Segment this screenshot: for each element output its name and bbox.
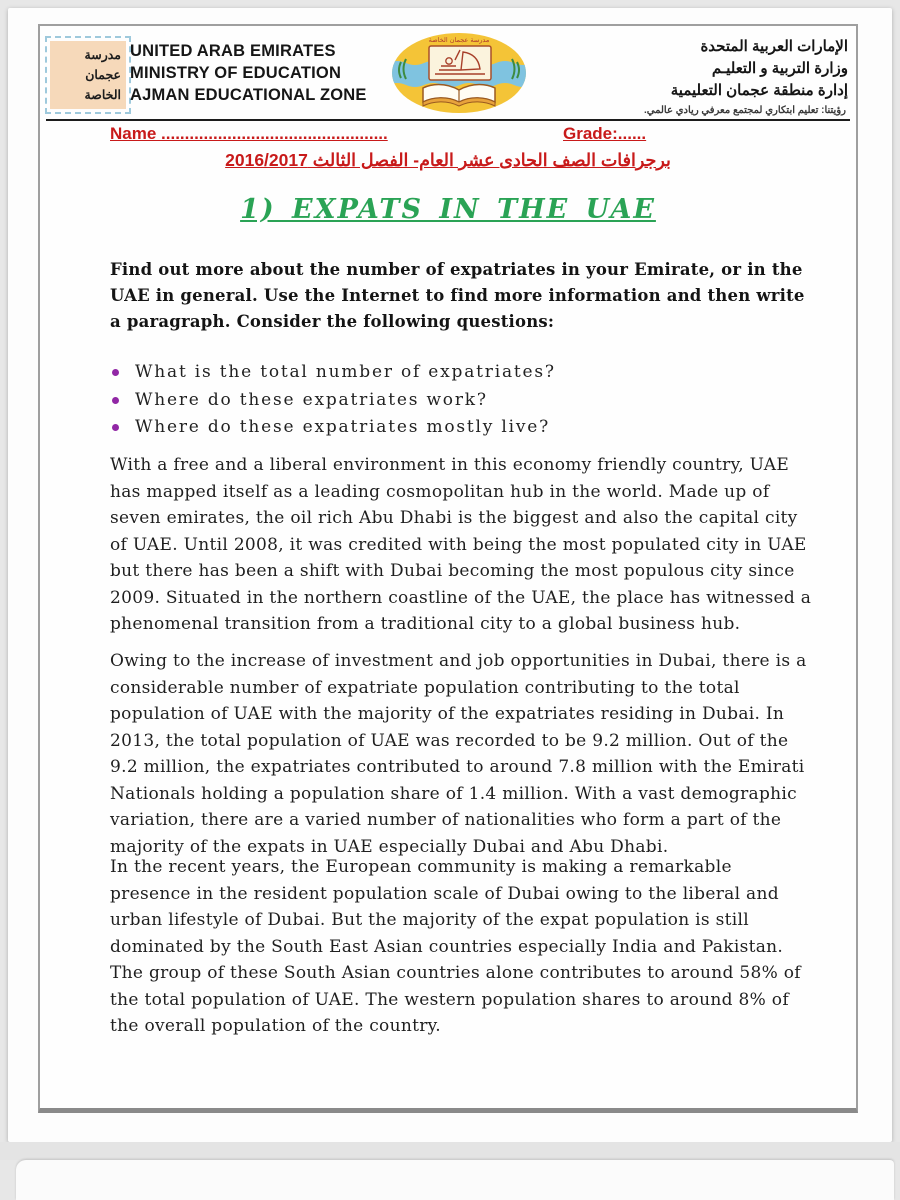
question-text: Where do these expatriates mostly live? (135, 417, 551, 437)
name-field: Name ................................................ (110, 124, 388, 143)
question-text: Where do these expatriates work? (135, 389, 488, 410)
letterhead-ar-line: إدارة منطقة عجمان التعليمية (670, 82, 848, 99)
body-paragraph: With a free and a liberal environment in this economy friendly country, UAE has mapped itself as a leading cosmopolitan hub in the world. Made up of seven emirates, the oil rich Abu Dhabi is the biggest and also the capital city of UAE. Until 2008, it was credited with being the most populated city in UAE but there has been a shift with Dubai becoming the most populous city since 2009. Situated in the northern coastline of the UAE, the place has witnessed a phenomenal transition from a traditional city to a global business hub. (110, 455, 812, 634)
letterhead-ar-line: الإمارات العربية المتحدة (700, 38, 848, 55)
question-list (112, 359, 812, 442)
list-item (112, 359, 812, 387)
stamp-line: عجمان (85, 68, 121, 82)
body-paragraph: Owing to the increase of investment and job opportunities in Dubai, there is a considerable number of expatriate population contributing to the total population of UAE with the majority of the expatriates residing in Dubai. In 2013, the total population of UAE was recorded to be 9.2 million. Out of the 9.2 million, the expatriates contributed to around 7.8 million with the Emirati Nationals holding a population share of 1.4 million. With a vast demographic variation, there are a varied number of nationalities who form a part of the majority of the expats in UAE especially Dubai and Abu Dhabi. (110, 651, 807, 857)
letterhead-arabic (671, 36, 848, 102)
body-paragraph: In the recent years, the European community is making a remarkable presence in the resident population scale of Dubai owing to the liberal and urban lifestyle of Dubai. But the majority of the expat population is still dominated by the South East Asian countries especially India and Pakistan. The group of these South Asian countries alone contributes to around 58% of the total population of UAE. The western population shares to around 8% of the overall population of the country. (110, 857, 801, 1036)
letterhead-en-line: AJMAN EDUCATIONAL ZONE (130, 86, 367, 104)
letterhead-ar-line: وزارة التربية و التعليـم (711, 60, 848, 77)
grade-field: Grade:...... (563, 124, 647, 143)
stamp-line: مدرسة (84, 48, 121, 62)
name-grade-row (40, 124, 856, 150)
letterhead-en-line: MINISTRY OF EDUCATION (130, 64, 342, 82)
stamp-line: الخاصة (84, 88, 121, 102)
document-page (8, 8, 892, 1142)
school-emblem-icon (388, 30, 530, 116)
question-text: What is the total number of expatriates? (135, 362, 556, 382)
page-gap (0, 1142, 900, 1160)
task-instructions: Find out more about the number of expatriates in your Emirate, or in the UAE in general. Use the Internet to find more information and then write a paragraph. Consider the following questions: (110, 260, 805, 331)
next-page-edge (16, 1160, 894, 1200)
bullet-icon (112, 397, 119, 404)
ministry-vision-slogan: رؤيتنا: تعليم ابتكاري لمجتمع معرفي ريادي عالمي. (643, 105, 846, 116)
worksheet-title: 1) EXPATS IN THE UAE (240, 194, 656, 225)
header-divider (46, 119, 850, 121)
letterhead-english (130, 40, 367, 106)
page-border-frame (38, 24, 858, 1113)
list-item (112, 414, 812, 442)
school-stamp-text (50, 41, 126, 109)
emblem-arc-text: مدرسة عجمان الخاصة (428, 36, 490, 44)
letterhead-en-line: UNITED ARAB EMIRATES (130, 42, 336, 60)
list-item (112, 387, 812, 415)
school-stamp-box (45, 36, 131, 114)
bullet-icon (112, 369, 119, 376)
bullet-icon (112, 424, 119, 431)
worksheet-subtitle-arabic: برجرافات الصف الحادى عشر العام- الفصل الثالث 2016/2017 (225, 150, 671, 170)
